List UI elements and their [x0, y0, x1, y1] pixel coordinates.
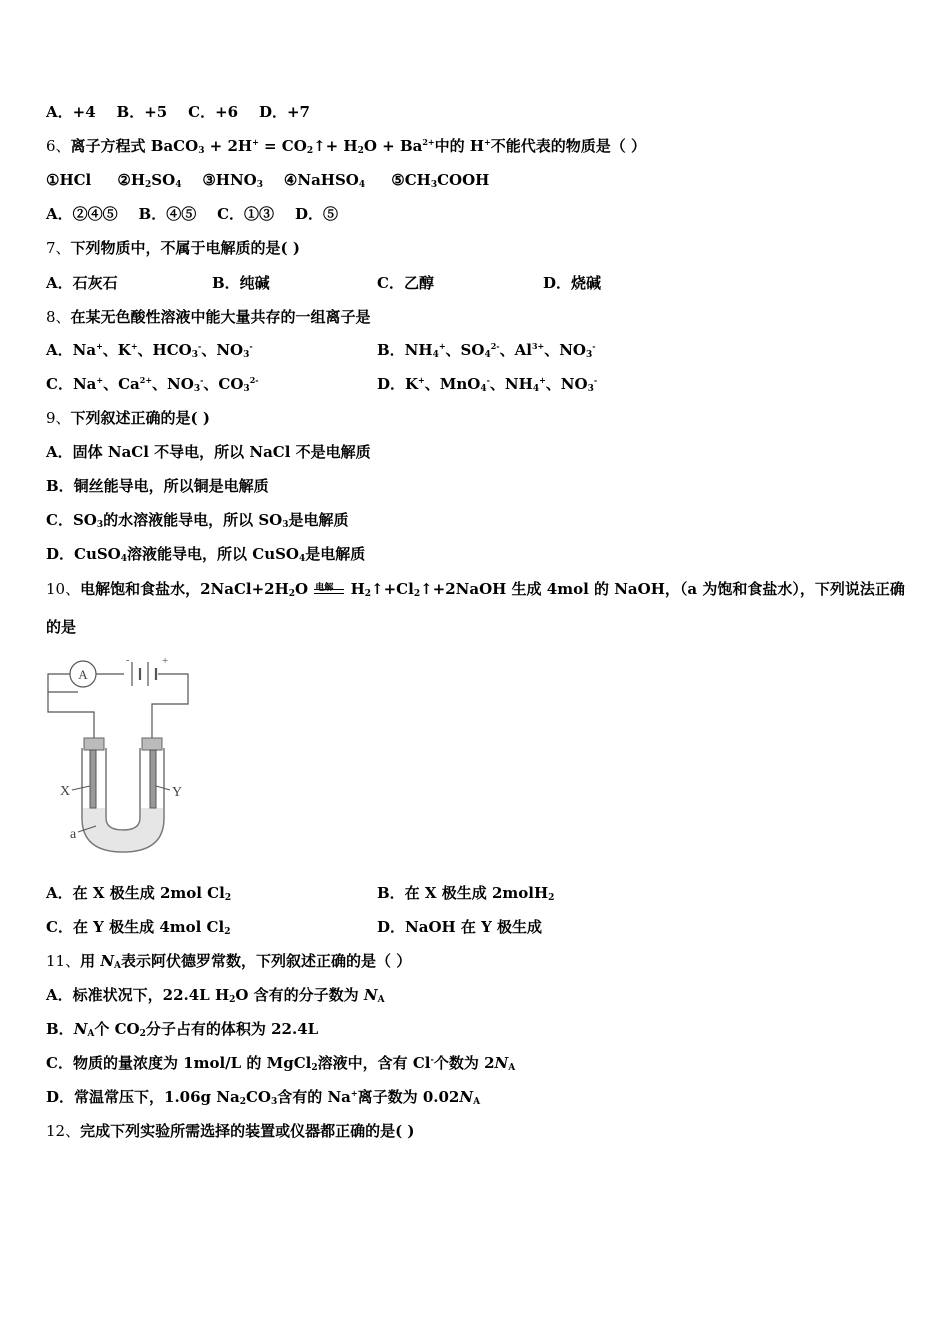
- q9-option-b: B．铜丝能导电，所以铜是电解质: [46, 477, 269, 495]
- q9-option-d: D．CuSO$_4$溶液能导电，所以 CuSO$_4$是电解质: [46, 545, 366, 564]
- q5-option-c: C．+6: [188, 103, 239, 121]
- q11-stem: 11、用 $N_A$表示阿伏德罗常数，下列叙述正确的是（ ）: [46, 952, 412, 971]
- q10-option-a: A．在 X 极生成 2mol $Cl_2$: [46, 884, 232, 903]
- q9-stem: 9、下列叙述正确的是( ): [46, 409, 210, 427]
- q10-stem-cont: 的是: [46, 618, 77, 636]
- q5-option-a: A．+4: [46, 103, 96, 121]
- q8-option-c: C．Na+、$Ca^{2+}$、$NO_3^-$、$CO_3^{2-}$: [46, 375, 259, 394]
- q7-option-b: B．纯碱: [212, 274, 270, 292]
- electrode-y: [150, 750, 156, 808]
- q11-option-d: D．常温常压下，1.06g $Na_2CO_3$含有的 Na+离子数为 $0.02N_A$: [46, 1088, 481, 1107]
- q9-option-c: C．$SO_3$的水溶液能导电，所以 $SO_3$是电解质: [46, 511, 349, 530]
- q6-options: A．②④⑤ B．④⑤ C．①③ D．⑤: [46, 205, 338, 223]
- q6-items: ①HCl $②H_2SO_4$ $③HNO_3$ ④NaHSO$_4$ $⑤CH_3COOH$: [46, 171, 490, 190]
- svg-text:-: -: [126, 655, 130, 666]
- q10-option-d: D．NaOH 在 Y 极生成: [377, 918, 543, 936]
- q5-option-b: B．+5: [116, 103, 168, 121]
- q8-option-a: A．Na+、K+、$HCO_3^-$、$NO_3^-$: [46, 341, 253, 360]
- q11-option-b: B．$N_A$个 $CO_2$分子占有的体积为 22.4L: [46, 1020, 319, 1039]
- label-x: X: [60, 784, 71, 799]
- q8-stem: 8、在某无色酸性溶液中能大量共存的一组离子是: [46, 308, 371, 326]
- q7-option-c: C．乙醇: [377, 274, 434, 292]
- label-a: a: [70, 827, 77, 842]
- q12-stem: 12、完成下列实验所需选择的装置或仪器都正确的是( ): [46, 1122, 415, 1140]
- label-y: Y: [172, 785, 183, 800]
- q5-options: [46, 102, 310, 122]
- electrolysis-condition: 电解: [313, 579, 345, 599]
- ammeter-label: A: [78, 667, 88, 682]
- q10-stem: 10、电解饱和食盐水，$2NaCl+2H_2O$ 电解 $H_2↑+Cl_2↑+2NaOH$ 生成 4mol 的 NaOH，（a 为饱和食盐水），下列说法正确: [46, 580, 905, 599]
- q9-option-a: A．固体 NaCl 不导电，所以 NaCl 不是电解质: [46, 443, 371, 461]
- q10-option-c: C．在 Y 极生成 4mol $Cl_2$: [46, 918, 231, 937]
- q6-stem: 6、离子方程式 BaCO$_3$ + $2H^+ = CO_2↑+ H_2O + Ba^{2+}$中的 H+不能代表的物质是（ ）: [46, 137, 646, 156]
- electrode-x: [90, 750, 96, 808]
- q10-option-b: B．在 X 极生成 2molH$_2$: [377, 884, 555, 903]
- q5-option-d: D．+7: [258, 103, 310, 121]
- q7-option-d: D．烧碱: [543, 274, 602, 292]
- q8-option-b: B．$NH_4^+$、$SO_4^{2-}$、$Al^{3+}$、$NO_3^-$: [377, 341, 596, 360]
- electrolysis-u-tube-figure: [46, 648, 202, 862]
- q11-option-c: C．物质的量浓度为 1mol/L 的 MgCl$_2$溶液中，含有 Cl-个数为 $2N_A$: [46, 1054, 516, 1073]
- q6-number: 6、: [46, 137, 71, 155]
- q8-option-d: D．K+、MnO$_4$-、$NH_4^+$、$NO_3^-$: [377, 375, 598, 394]
- q7-option-a: A．石灰石: [46, 274, 118, 292]
- q11-option-a: A．标准状况下，22.4L $H_2O$ 含有的分子数为 $N_A$: [46, 986, 385, 1005]
- svg-text:+: +: [162, 655, 169, 667]
- q7-stem: 7、下列物质中，不属于电解质的是( ): [46, 239, 300, 257]
